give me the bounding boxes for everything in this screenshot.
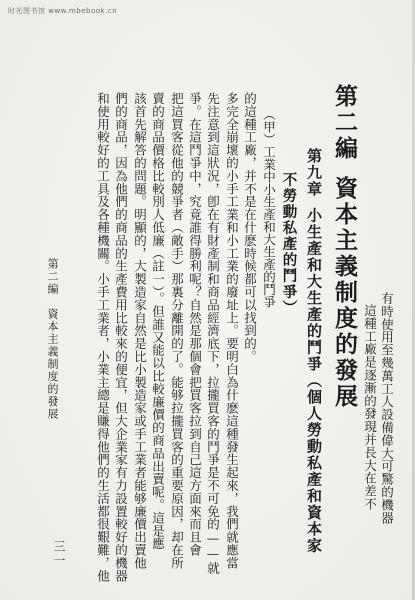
text-column: 爭。在這鬥爭中，究竟誰得勝利呢？自然是那個會把買客拉到自己這方面來而且會 xyxy=(187,92,203,557)
chapter-label: 第九章 xyxy=(305,148,323,198)
text-column: 們的商品，因為他們的商品的生產費用比較來的便宜，但大企業家有力設置較好的機器 xyxy=(113,92,129,583)
chapter-title-continued: 不勞動私產的鬥爭） xyxy=(280,172,298,316)
part-title xyxy=(333,84,356,410)
text-column: 有時使用至幾萬工人設備偉大可驚的機器 xyxy=(379,292,395,525)
part-label: 第二編 xyxy=(331,84,358,162)
text-column: 先注意到這狀況，卽在有財產制和商品經濟底下，拉攏買客的鬥爭是不可免的——就 xyxy=(205,92,221,575)
page-number: 三一 xyxy=(52,540,66,568)
text-column: 和使用較好的工具及各種機關。小手工業者，小業主總是賺得他們的生活都很艱難，他 xyxy=(95,92,111,583)
text-column: 賣的商品價格比較別人低廉（註一）。但誰又能以比較廉價的商品出賣呢。這是應 xyxy=(150,92,166,551)
text-column: 把這買客從他的競爭者（敵手）那裏分離開的了。能够拉攏買客的重要原因，却在所 xyxy=(169,92,185,570)
library-watermark: 时光图书馆 www.mbebook.cn xyxy=(8,7,118,15)
running-head: 第二編 資本主義制度的發展 xyxy=(46,258,59,421)
text-column: 該首先解答的問題。明顯的，大製造家自然是比小製造家或手工業者能够廉價出賣他 xyxy=(132,92,148,570)
text-column: 的這種工廠，并不是在什麽時候都可以找到的。 xyxy=(242,92,258,363)
chapter-title: 小生產和大生產的鬥爭（個人勞動私產和資本家 xyxy=(305,207,323,554)
text-column: 多完全崩壞的小手工業和小工業的廢址上。要明白為什麽這種發生起來，我們就應當 xyxy=(224,92,240,570)
subsection-heading: （甲）工業中小生產和大生產的鬥爭 xyxy=(261,108,277,308)
text-column: 這種工廠是逐漸的發現并長大在差不 xyxy=(362,304,378,511)
book-title: 資本主義制度的發展 xyxy=(331,176,358,410)
chapter-heading xyxy=(306,148,321,554)
